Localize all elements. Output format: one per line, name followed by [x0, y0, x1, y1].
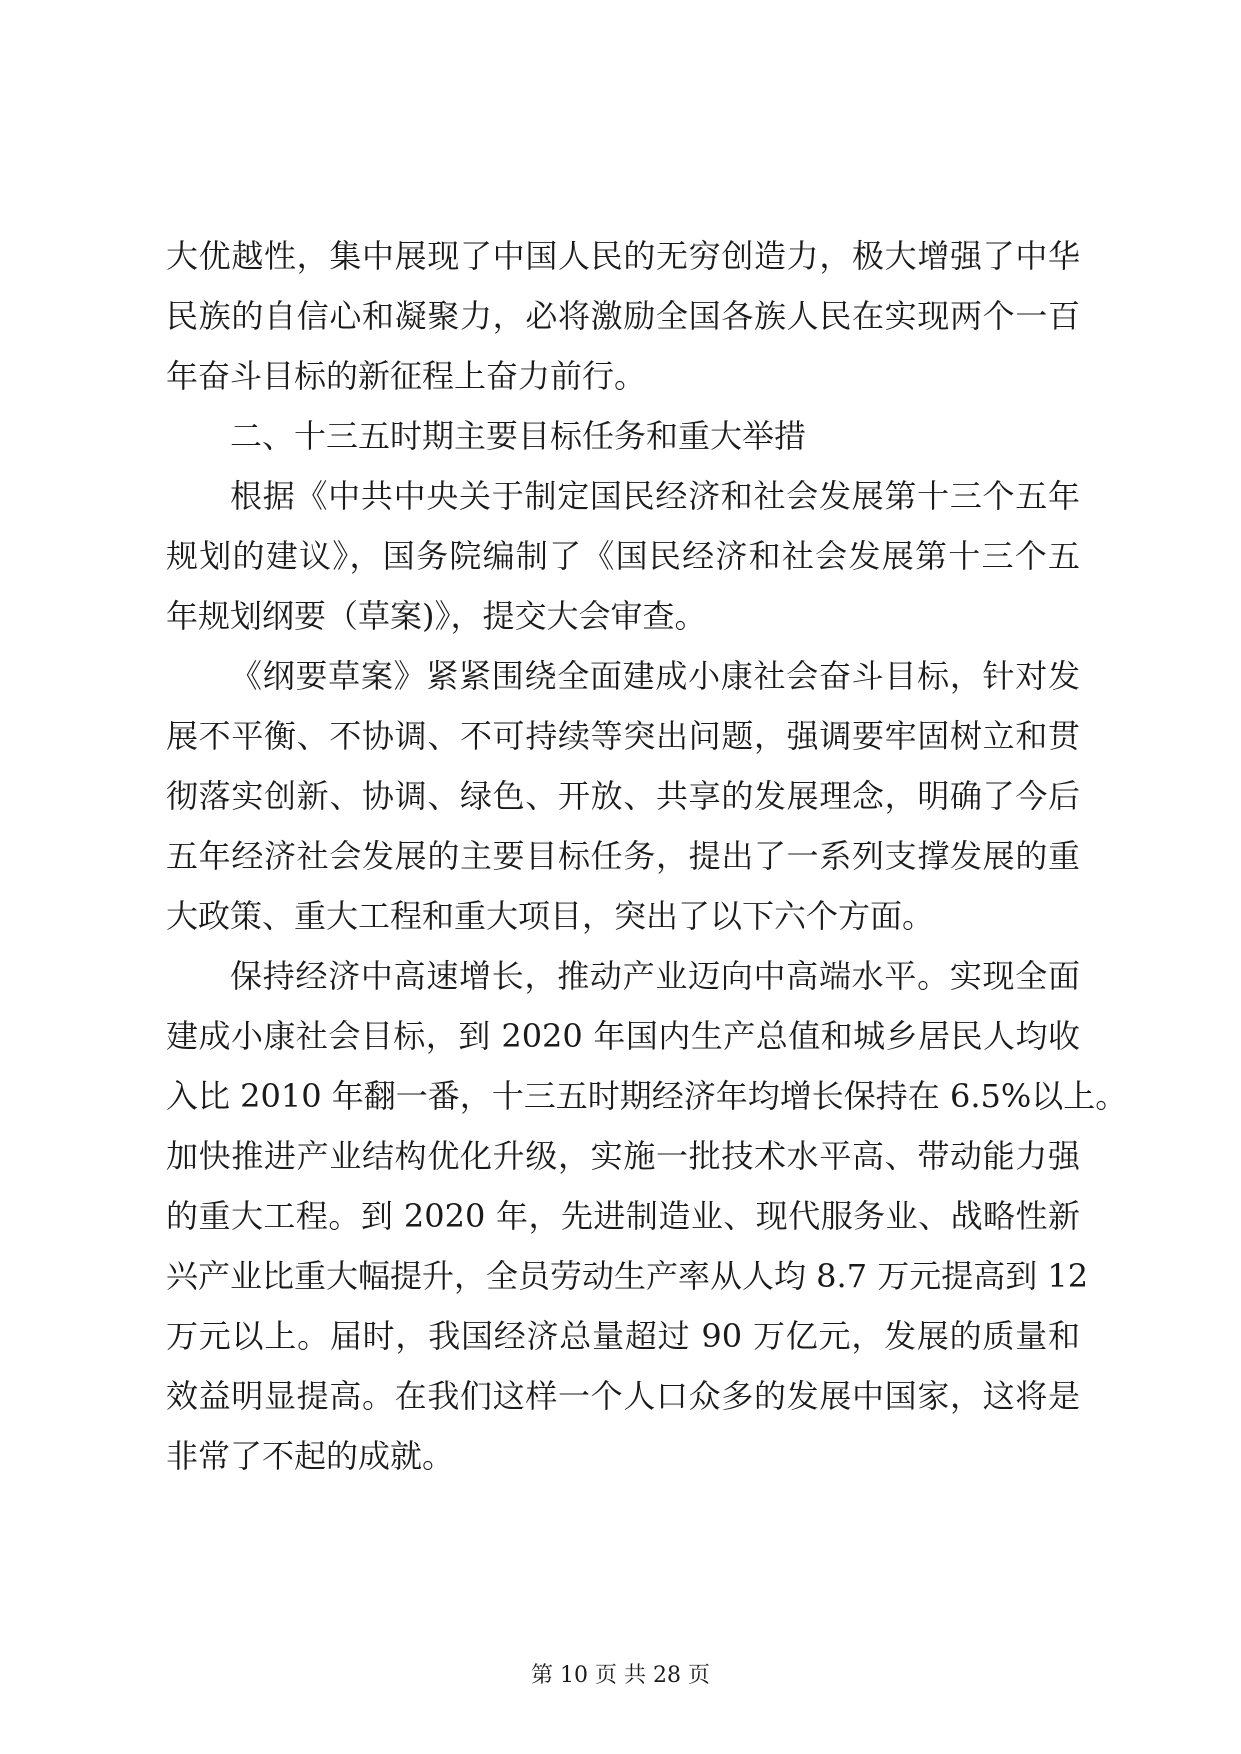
section-heading — [166, 406, 1080, 466]
text-line: 根据《中共中央关于制定国民经济和社会发展第十三个五年 — [230, 477, 1080, 515]
text-line: 建成小康社会目标，到 2020 年国内生产总值和城乡居民人均收 — [166, 1017, 1080, 1055]
text-line: 《纲要草案》紧紧围绕全面建成小康社会奋斗目标，针对发 — [230, 657, 1080, 695]
text-line: 民族的自信心和凝聚力，必将激励全国各族人民在实现两个一百 — [166, 297, 1080, 335]
text-line: 年奋斗目标的新征程上奋力前行。 — [166, 357, 647, 395]
page-number-footer: 第 10 页 共 28 页 — [531, 1663, 710, 1688]
text-line: 加快推进产业结构优化升级，实施一批技术水平高、带动能力强 — [166, 1137, 1080, 1175]
text-line: 的重大工程。到 2020 年，先进制造业、现代服务业、战略性新 — [166, 1197, 1080, 1235]
text-line: 入比 2010 年翻一番，十三五时期经济年均增长保持在 6.5%以上。 — [166, 1077, 1128, 1115]
text-line: 兴产业比重大幅提升，全员劳动生产率从人均 8.7 万元提高到 12 — [166, 1257, 1089, 1295]
text-line: 规划的建议》，国务院编制了《国民经济和社会发展第十三个五 — [166, 537, 1080, 575]
text-line: 效益明显提高。在我们这样一个人口众多的发展中国家，这将是 — [166, 1377, 1080, 1415]
text-line: 五年经济社会发展的主要目标任务，提出了一系列支撑发展的重 — [166, 837, 1080, 875]
paragraph — [166, 226, 1080, 406]
paragraph — [166, 946, 1128, 1486]
text-line: 非常了不起的成就。 — [166, 1437, 455, 1475]
text-line: 大优越性，集中展现了中国人民的无穷创造力，极大增强了中华 — [166, 237, 1080, 275]
text-line: 展不平衡、不协调、不可持续等突出问题，强调要牢固树立和贯 — [166, 717, 1080, 755]
text-line: 大政策、重大工程和重大项目，突出了以下六个方面。 — [166, 897, 935, 935]
paragraph — [166, 466, 1080, 646]
text-line: 二、十三五时期主要目标任务和重大举措 — [230, 417, 807, 455]
text-line: 年规划纲要（草案)》，提交大会审查。 — [166, 597, 707, 635]
text-line: 万元以上。届时，我国经济总量超过 90 万亿元，发展的质量和 — [166, 1317, 1080, 1355]
text-line: 保持经济中高速增长，推动产业迈向中高端水平。实现全面 — [230, 957, 1080, 995]
text-line: 彻落实创新、协调、绿色、开放、共享的发展理念，明确了今后 — [166, 777, 1080, 815]
document-body — [166, 226, 1128, 1486]
paragraph — [166, 646, 1080, 946]
